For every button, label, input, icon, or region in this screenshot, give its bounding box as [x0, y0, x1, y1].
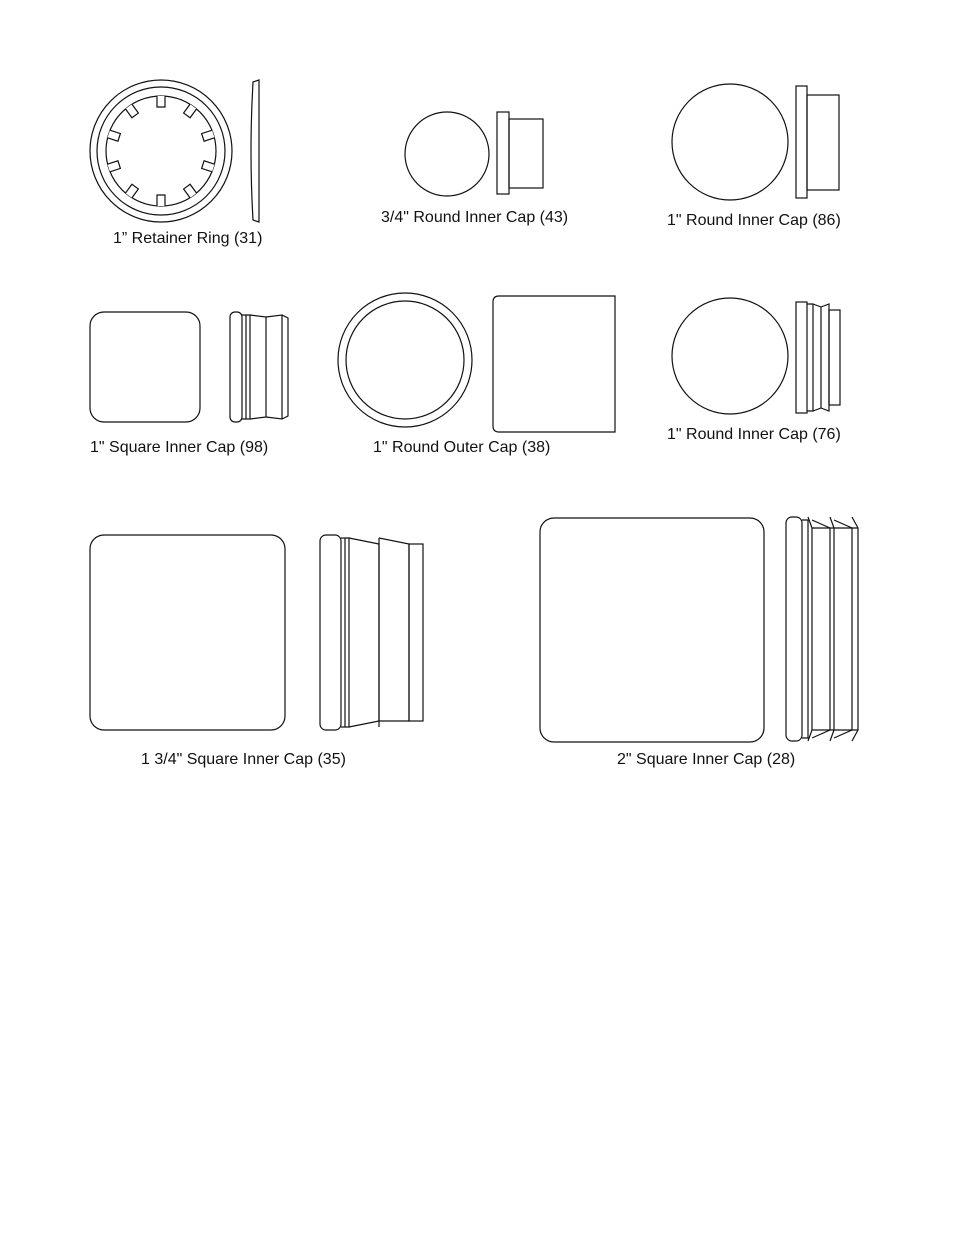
square-inner-cap-98-drawing: [90, 312, 288, 422]
cap-35-front-view: [90, 535, 285, 730]
label-square-inner-cap-28: 2" Square Inner Cap (28): [617, 751, 796, 768]
retainer-ring-tab: [202, 161, 215, 172]
cap-76-front-view: [672, 298, 788, 414]
cap-43-side-view: [497, 112, 543, 194]
cap-28-front-view: [540, 518, 764, 742]
label-round-inner-cap-43: 3/4" Round Inner Cap (43): [381, 209, 569, 226]
round-outer-cap-38-drawing: [338, 293, 615, 432]
retainer-ring-tab: [107, 130, 120, 141]
retainer-ring-tab: [157, 195, 165, 206]
cap-86-front-view: [672, 84, 788, 200]
label-round-outer-cap-38: 1" Round Outer Cap (38): [373, 439, 551, 456]
retainer-ring-side-view: [251, 80, 259, 222]
cap-98-front-view: [90, 312, 200, 422]
round-inner-cap-86-drawing: [672, 84, 839, 200]
retainer-ring-tab: [202, 130, 215, 141]
cap-38-front-inner: [346, 301, 464, 419]
cap-28-side-view: [786, 517, 858, 741]
round-inner-cap-43-drawing: [405, 112, 543, 196]
cap-98-side-view: [230, 312, 288, 422]
retainer-ring-front-view: [90, 80, 232, 222]
retainer-ring-tab: [184, 104, 197, 118]
cap-86-side-view: [796, 86, 839, 198]
retainer-ring-tab: [157, 96, 165, 107]
label-round-inner-cap-76: 1" Round Inner Cap (76): [667, 426, 841, 443]
square-inner-cap-35-drawing: [90, 535, 423, 730]
retainer-ring-tab: [107, 161, 120, 172]
round-inner-cap-76-drawing: [672, 298, 840, 414]
cap-35-side-view: [320, 535, 423, 730]
square-inner-cap-28-drawing: [540, 517, 858, 742]
cap-38-front-outer: [338, 293, 472, 427]
retainer-ring-tab: [125, 104, 138, 118]
cap-38-side-view: [493, 296, 615, 432]
retainer-ring-tab: [125, 184, 138, 198]
label-square-inner-cap-98: 1" Square Inner Cap (98): [90, 439, 269, 456]
cap-43-front-view: [405, 112, 489, 196]
retainer-ring-tab: [184, 184, 197, 198]
retainer-ring-31-drawing: [90, 80, 259, 222]
label-round-inner-cap-86: 1" Round Inner Cap (86): [667, 212, 841, 229]
label-retainer-ring-31: 1” Retainer Ring (31): [113, 230, 263, 247]
cap-76-side-view: [796, 302, 840, 413]
label-square-inner-cap-35: 1 3/4" Square Inner Cap (35): [141, 751, 346, 768]
